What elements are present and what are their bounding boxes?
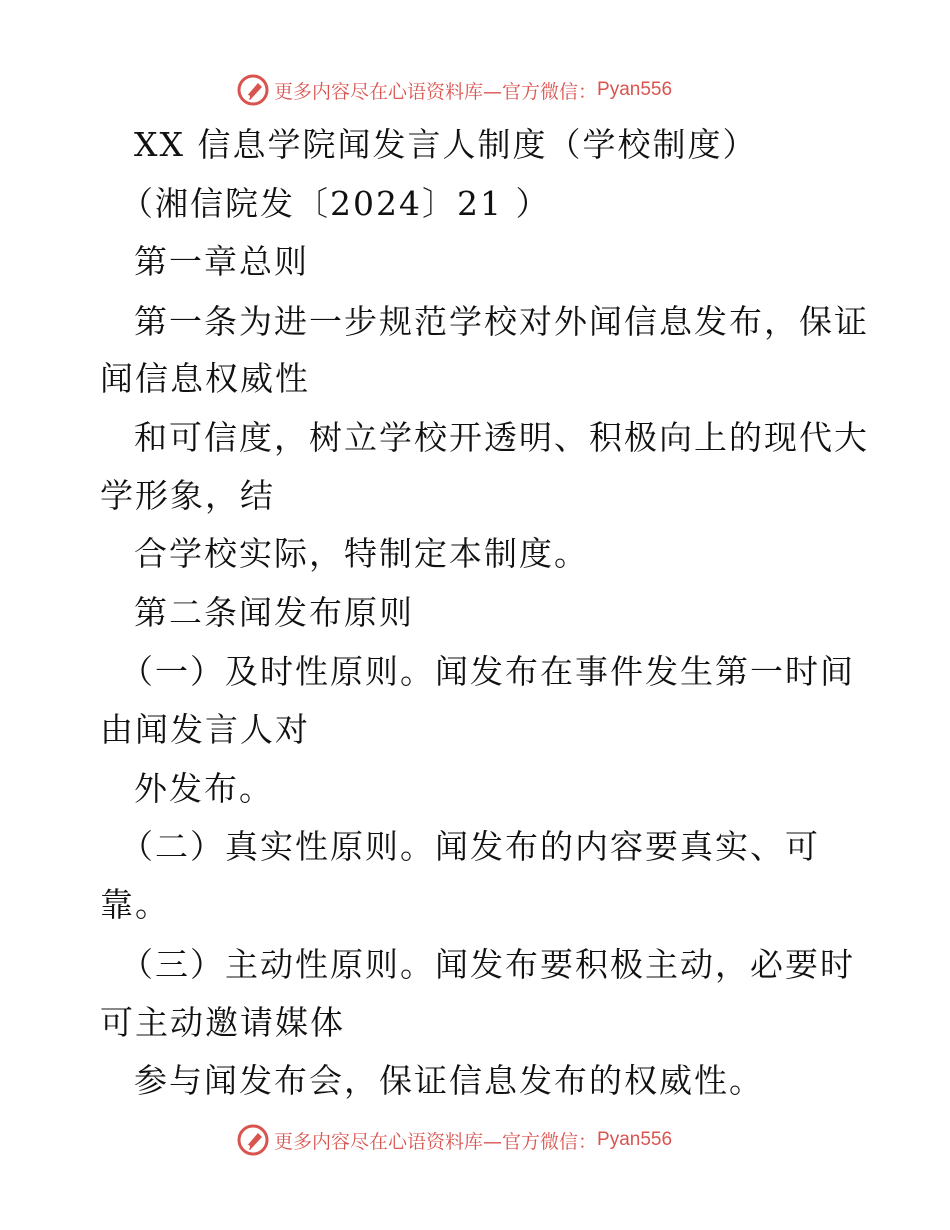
watermark-text: 更多内容尽在心语资料库—官方微信： — [274, 80, 598, 103]
paragraph-line: （二）真实性原则。闻发布的内容要真实、可 — [120, 827, 820, 866]
chapter-heading: 第一章总则 — [134, 242, 309, 281]
document-number: （湘信院发〔2024〕21 ） — [120, 184, 551, 223]
paragraph-line: 靠。 — [100, 885, 170, 924]
paragraph-line: 外发布。 — [134, 769, 274, 808]
paragraph-line: （三）主动性原则。闻发布要积极主动，必要时 — [120, 945, 855, 984]
paragraph-line: （一）及时性原则。闻发布在事件发生第一时间 — [120, 652, 855, 691]
watermark-wechat-id: Pyan556 — [597, 1129, 673, 1150]
watermark-wechat-id: Pyan556 — [597, 79, 673, 100]
section-heading: 第二条闻发布原则 — [134, 593, 414, 632]
pen-nib-logo-icon — [236, 1123, 270, 1157]
paragraph-line: 闻信息权威性 — [100, 359, 310, 398]
watermark-text: 更多内容尽在心语资料库—官方微信： — [274, 1130, 598, 1153]
paragraph-line: 合学校实际，特制定本制度。 — [134, 534, 589, 573]
paragraph-line: 第一条为进一步规范学校对外闻信息发布，保证 — [134, 302, 869, 341]
paragraph-line: 和可信度，树立学校开透明、积极向上的现代大 — [134, 418, 869, 457]
document-title: XX 信息学院闻发言人制度（学校制度） — [134, 125, 758, 164]
paragraph-line: 学形象，结 — [100, 476, 275, 515]
paragraph-line: 参与闻发布会，保证信息发布的权威性。 — [134, 1061, 764, 1100]
paragraph-line: 由闻发言人对 — [100, 710, 310, 749]
watermark-bottom — [236, 1122, 672, 1158]
watermark-top — [236, 72, 672, 108]
pen-nib-logo-icon — [236, 73, 270, 107]
paragraph-line: 可主动邀请媒体 — [100, 1003, 345, 1042]
